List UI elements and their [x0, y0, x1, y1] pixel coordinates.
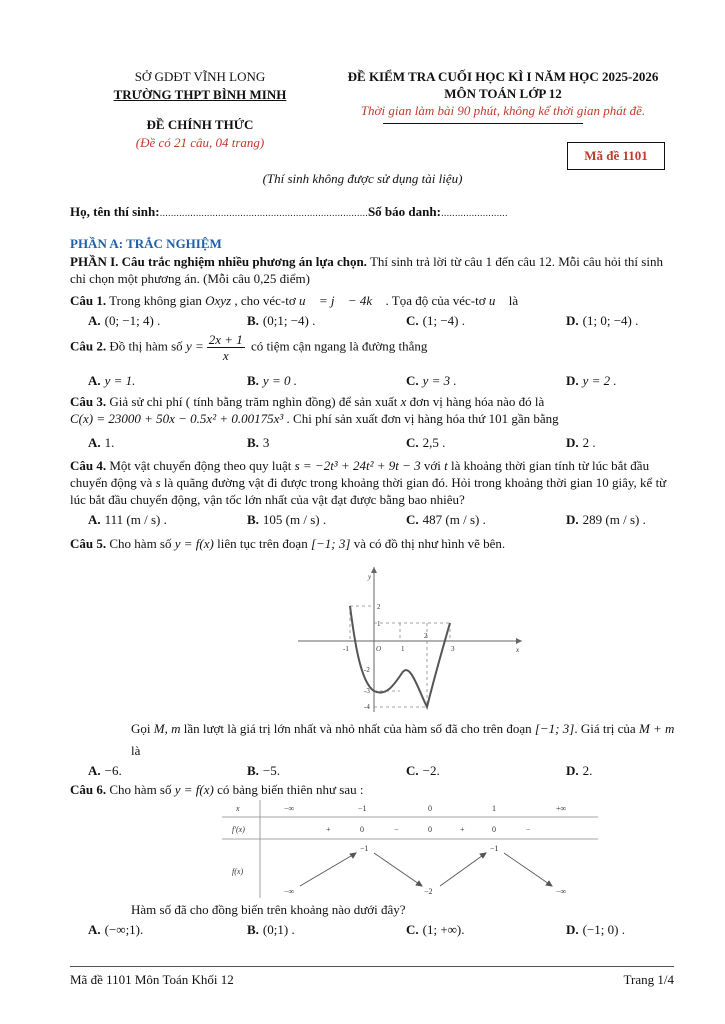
section-title: PHẦN A: TRẮC NGHIỆM [70, 236, 222, 251]
q1-text: là [505, 293, 519, 308]
tick-x-2: 2 [424, 632, 428, 640]
q1-option-c[interactable]: C. (1; −4) . [406, 313, 465, 328]
q5-graph [290, 557, 530, 715]
vt-f-neg-inf-right: −∞ [556, 887, 567, 896]
question-5 [70, 535, 680, 552]
q3-text: Giả sử chi phí ( tính bằng trăm nghìn đồng) để sản xuất [106, 394, 401, 409]
q1-u: u⃗ [488, 293, 506, 308]
tick-y-1: 1 [377, 620, 381, 628]
exam-code-box: Mã đề 1101 [567, 142, 665, 170]
q4-text: là quãng đường vật đi được trong khoảng thời gian đó. Hỏi trong khoảng thời gian 10 giây, kể từ lúc bắt đầu chuyển động, vận tốc lớn nhất của vật đạt được bằng bao nhiêu? [70, 475, 667, 507]
x-axis-label: x [516, 646, 520, 654]
q4-option-b[interactable]: B. 105 (m / s) . [247, 512, 327, 527]
q3-option-b[interactable]: B. 3 [247, 435, 270, 450]
q2-option-a[interactable]: A. y = 1. [88, 373, 136, 388]
q5-option-c[interactable]: C. −2. [406, 763, 440, 778]
q4-formula: s = −2t³ + 24t² + 9t − 3 [294, 458, 421, 473]
q5-function: y = f(x) [174, 536, 214, 551]
q3-formula: C(x) = 23000 + 50x − 0.5x² + 0.00175x³ [70, 411, 284, 426]
candidate-line [70, 204, 670, 220]
q1-space: Oxyz [205, 293, 232, 308]
tick-x-1: 1 [401, 645, 405, 653]
q1-text: . Tọa độ của véc-tơ [382, 293, 489, 308]
q6-option-d[interactable]: D. (−1; 0) . [566, 922, 625, 937]
question-3 [70, 393, 680, 427]
no-documents-note: (Thí sinh không được sử dụng tài liệu) [262, 171, 463, 186]
vt-f-max-1: −1 [360, 844, 369, 853]
q6-text: Cho hàm số [106, 782, 175, 797]
q2-fraction [207, 332, 245, 363]
q6-label: Câu 6. [70, 782, 107, 797]
q2-numerator: 2x + 1 [208, 332, 243, 347]
q6-option-a[interactable]: A. (−∞;1). [88, 922, 144, 937]
q5-text: lần lượt là giá trị lớn nhất và nhỏ nhất của hàm số đã cho trên đoạn [180, 721, 535, 736]
vt-x-pos-inf: +∞ [556, 804, 567, 813]
q3-text: đơn vị hàng hóa nào đó là [406, 394, 545, 409]
q3-option-d[interactable]: D. 2 . [566, 435, 596, 450]
part-label: PHẦN I. Câu trắc nghiệm nhiều phương án lựa chọn. [70, 254, 367, 269]
q4-option-c[interactable]: C. 487 (m / s) . [406, 512, 486, 527]
sbd-field[interactable]: ........................ [440, 208, 508, 219]
q4-text: Một vật chuyển động theo quy luật [106, 458, 295, 473]
q4-option-a[interactable]: A. 111 (m / s) . [88, 512, 167, 527]
tick-y-neg3: -3 [364, 687, 370, 695]
time-note: Thời gian làm bài 90 phút, không kể thời gian phát đề. [360, 103, 646, 118]
graph-background [290, 557, 530, 715]
q6-option-b[interactable]: B. (0;1) . [247, 922, 295, 937]
q3-text: . Chi phí sản xuất đơn vị hàng hóa thứ 101 gần bằng [283, 411, 559, 426]
tick-x-3: 3 [451, 645, 455, 653]
department-name: SỞ GDĐT VĨNH LONG [134, 69, 266, 84]
q1-option-b[interactable]: B. (0;1; −4) . [247, 313, 316, 328]
q1-option-a[interactable]: A. (0; −1; 4) . [88, 313, 161, 328]
vt-x-neg-inf: −∞ [284, 804, 295, 813]
name-field[interactable]: ........................................................................... [159, 208, 368, 219]
q6-option-c[interactable]: C. (1; +∞). [406, 922, 465, 937]
q3-x: x [400, 394, 407, 409]
q4-t: t [444, 458, 448, 473]
q1-option-d[interactable]: D. (1; 0; −4) . [566, 313, 639, 328]
q5-text: Cho hàm số [106, 536, 175, 551]
q2-option-b[interactable]: B. y = 0 . [247, 373, 297, 388]
question-1 [70, 292, 680, 309]
vt-fp-sign-3: + [460, 825, 465, 834]
q3-option-c[interactable]: C. 2,5 . [406, 435, 446, 450]
q5-option-d[interactable]: D. 2. [566, 763, 593, 778]
y-axis-label: y [368, 573, 372, 581]
q5-interval-2: [−1; 3] [534, 721, 575, 736]
pages-note: (Đề có 21 câu, 04 trang) [135, 135, 265, 150]
q2-option-c[interactable]: C. y = 3 . [406, 373, 457, 388]
tick-x-neg1: -1 [343, 645, 349, 653]
vt-fp-sign-2: − [394, 825, 399, 834]
q5-text: Gọi [131, 721, 154, 736]
q5-option-b[interactable]: B. −5. [247, 763, 281, 778]
vt-fp-sign-1: + [326, 825, 331, 834]
q5-text: là [131, 743, 141, 758]
exam-title: ĐỀ KIỂM TRA CUỐI HỌC KÌ I NĂM HỌC 2025-2026 [347, 69, 659, 84]
tick-y-2: 2 [377, 603, 381, 611]
section-instructions [70, 253, 674, 287]
q3-label: Câu 3. [70, 394, 107, 409]
vt-x-label: x [236, 804, 240, 813]
q4-text: là khoảng thời gian tính từ lúc bắt đầu chuyển động và [70, 458, 650, 490]
vt-x-1: 1 [492, 804, 496, 813]
vt-f-max-2: −1 [490, 844, 499, 853]
vt-arrow-down-2 [504, 853, 552, 886]
q5-text: và có đồ thị như hình vẽ bên. [350, 536, 506, 551]
q4-text: với [420, 458, 445, 473]
question-6 [70, 781, 680, 798]
school-name: TRƯỜNG THPT BÌNH MINH [113, 87, 287, 102]
q5-Mm: M, m [153, 721, 181, 736]
vt-f-min: −2 [424, 887, 433, 896]
question-2 [70, 332, 680, 370]
q2-denominator: x [222, 348, 229, 363]
q5-sum: M + m [638, 721, 675, 736]
q3-option-a[interactable]: A. 1. [88, 435, 115, 450]
q4-label: Câu 4. [70, 458, 107, 473]
vt-f-label: f(x) [232, 867, 244, 876]
vt-fp-label: f′(x) [232, 825, 245, 834]
q5-interval: [−1; 3] [310, 536, 351, 551]
footer-divider [70, 966, 674, 967]
subject-title: MÔN TOÁN LỚP 12 [444, 86, 562, 101]
q4-option-d[interactable]: D. 289 (m / s) . [566, 512, 646, 527]
part-text: Thí sinh trả lời từ câu 1 đến câu 12. Mỗi câu hỏi thí sinh chỉ chọn một phương án. (Mỗi câu 0,25 điểm) [70, 254, 663, 286]
school-block [70, 68, 330, 152]
tick-y-neg2: -2 [364, 666, 370, 674]
exam-title-block [318, 68, 688, 119]
footer-exam-code: Mã đề 1101 Môn Toán Khối 12 [70, 972, 234, 987]
vt-f-neg-inf-left: −∞ [284, 887, 295, 896]
q6-function: y = f(x) [174, 782, 214, 797]
vt-fp-sign-4: − [526, 825, 531, 834]
origin-label: O [376, 645, 382, 653]
vt-fp-zero-1: 0 [360, 825, 364, 834]
q2-text: có tiệm cận ngang là đường thẳng [247, 338, 428, 354]
variation-table [222, 800, 602, 900]
vt-arrow-up-1 [300, 853, 356, 886]
vt-arrow-down-1 [374, 853, 422, 886]
tick-y-neg4: -4 [364, 703, 370, 711]
vt-x-0: 0 [428, 804, 432, 813]
q1-text: Trong không gian [106, 293, 206, 308]
q2-option-d[interactable]: D. y = 2 . [566, 373, 617, 388]
q5-label: Câu 5. [70, 536, 107, 551]
sbd-label: Số báo danh: [367, 204, 441, 219]
vt-fp-zero-2: 0 [428, 825, 432, 834]
q5-option-a[interactable]: A. −6. [88, 763, 122, 778]
vt-arrow-up-2 [440, 853, 486, 886]
q6-question: Hàm số đã cho đồng biến trên khoảng nào dưới đây? [131, 902, 406, 917]
q5-followup [131, 718, 677, 762]
q2-text: Đồ thị hàm số [106, 338, 186, 354]
q1-vector: u⃗ = j⃗ − 4k⃗ [298, 293, 383, 308]
q6-text: có bảng biến thiên như sau : [213, 782, 364, 797]
vt-x-neg1: −1 [358, 804, 367, 813]
q2-y: y = [185, 338, 204, 354]
q1-text: , cho véc-tơ [231, 293, 299, 308]
title-underline [383, 123, 583, 124]
q5-text: liên tục trên đoạn [213, 536, 311, 551]
official-label: ĐỀ CHÍNH THỨC [146, 117, 254, 132]
question-4 [70, 457, 674, 508]
vt-fp-zero-3: 0 [492, 825, 496, 834]
q2-label: Câu 2. [70, 338, 107, 354]
q1-label: Câu 1. [70, 293, 107, 308]
name-label: Họ, tên thí sinh: [70, 204, 160, 219]
page-number: Trang 1/4 [623, 972, 674, 987]
q4-s: s [155, 475, 161, 490]
q5-text: . Giá trị của [574, 721, 639, 736]
